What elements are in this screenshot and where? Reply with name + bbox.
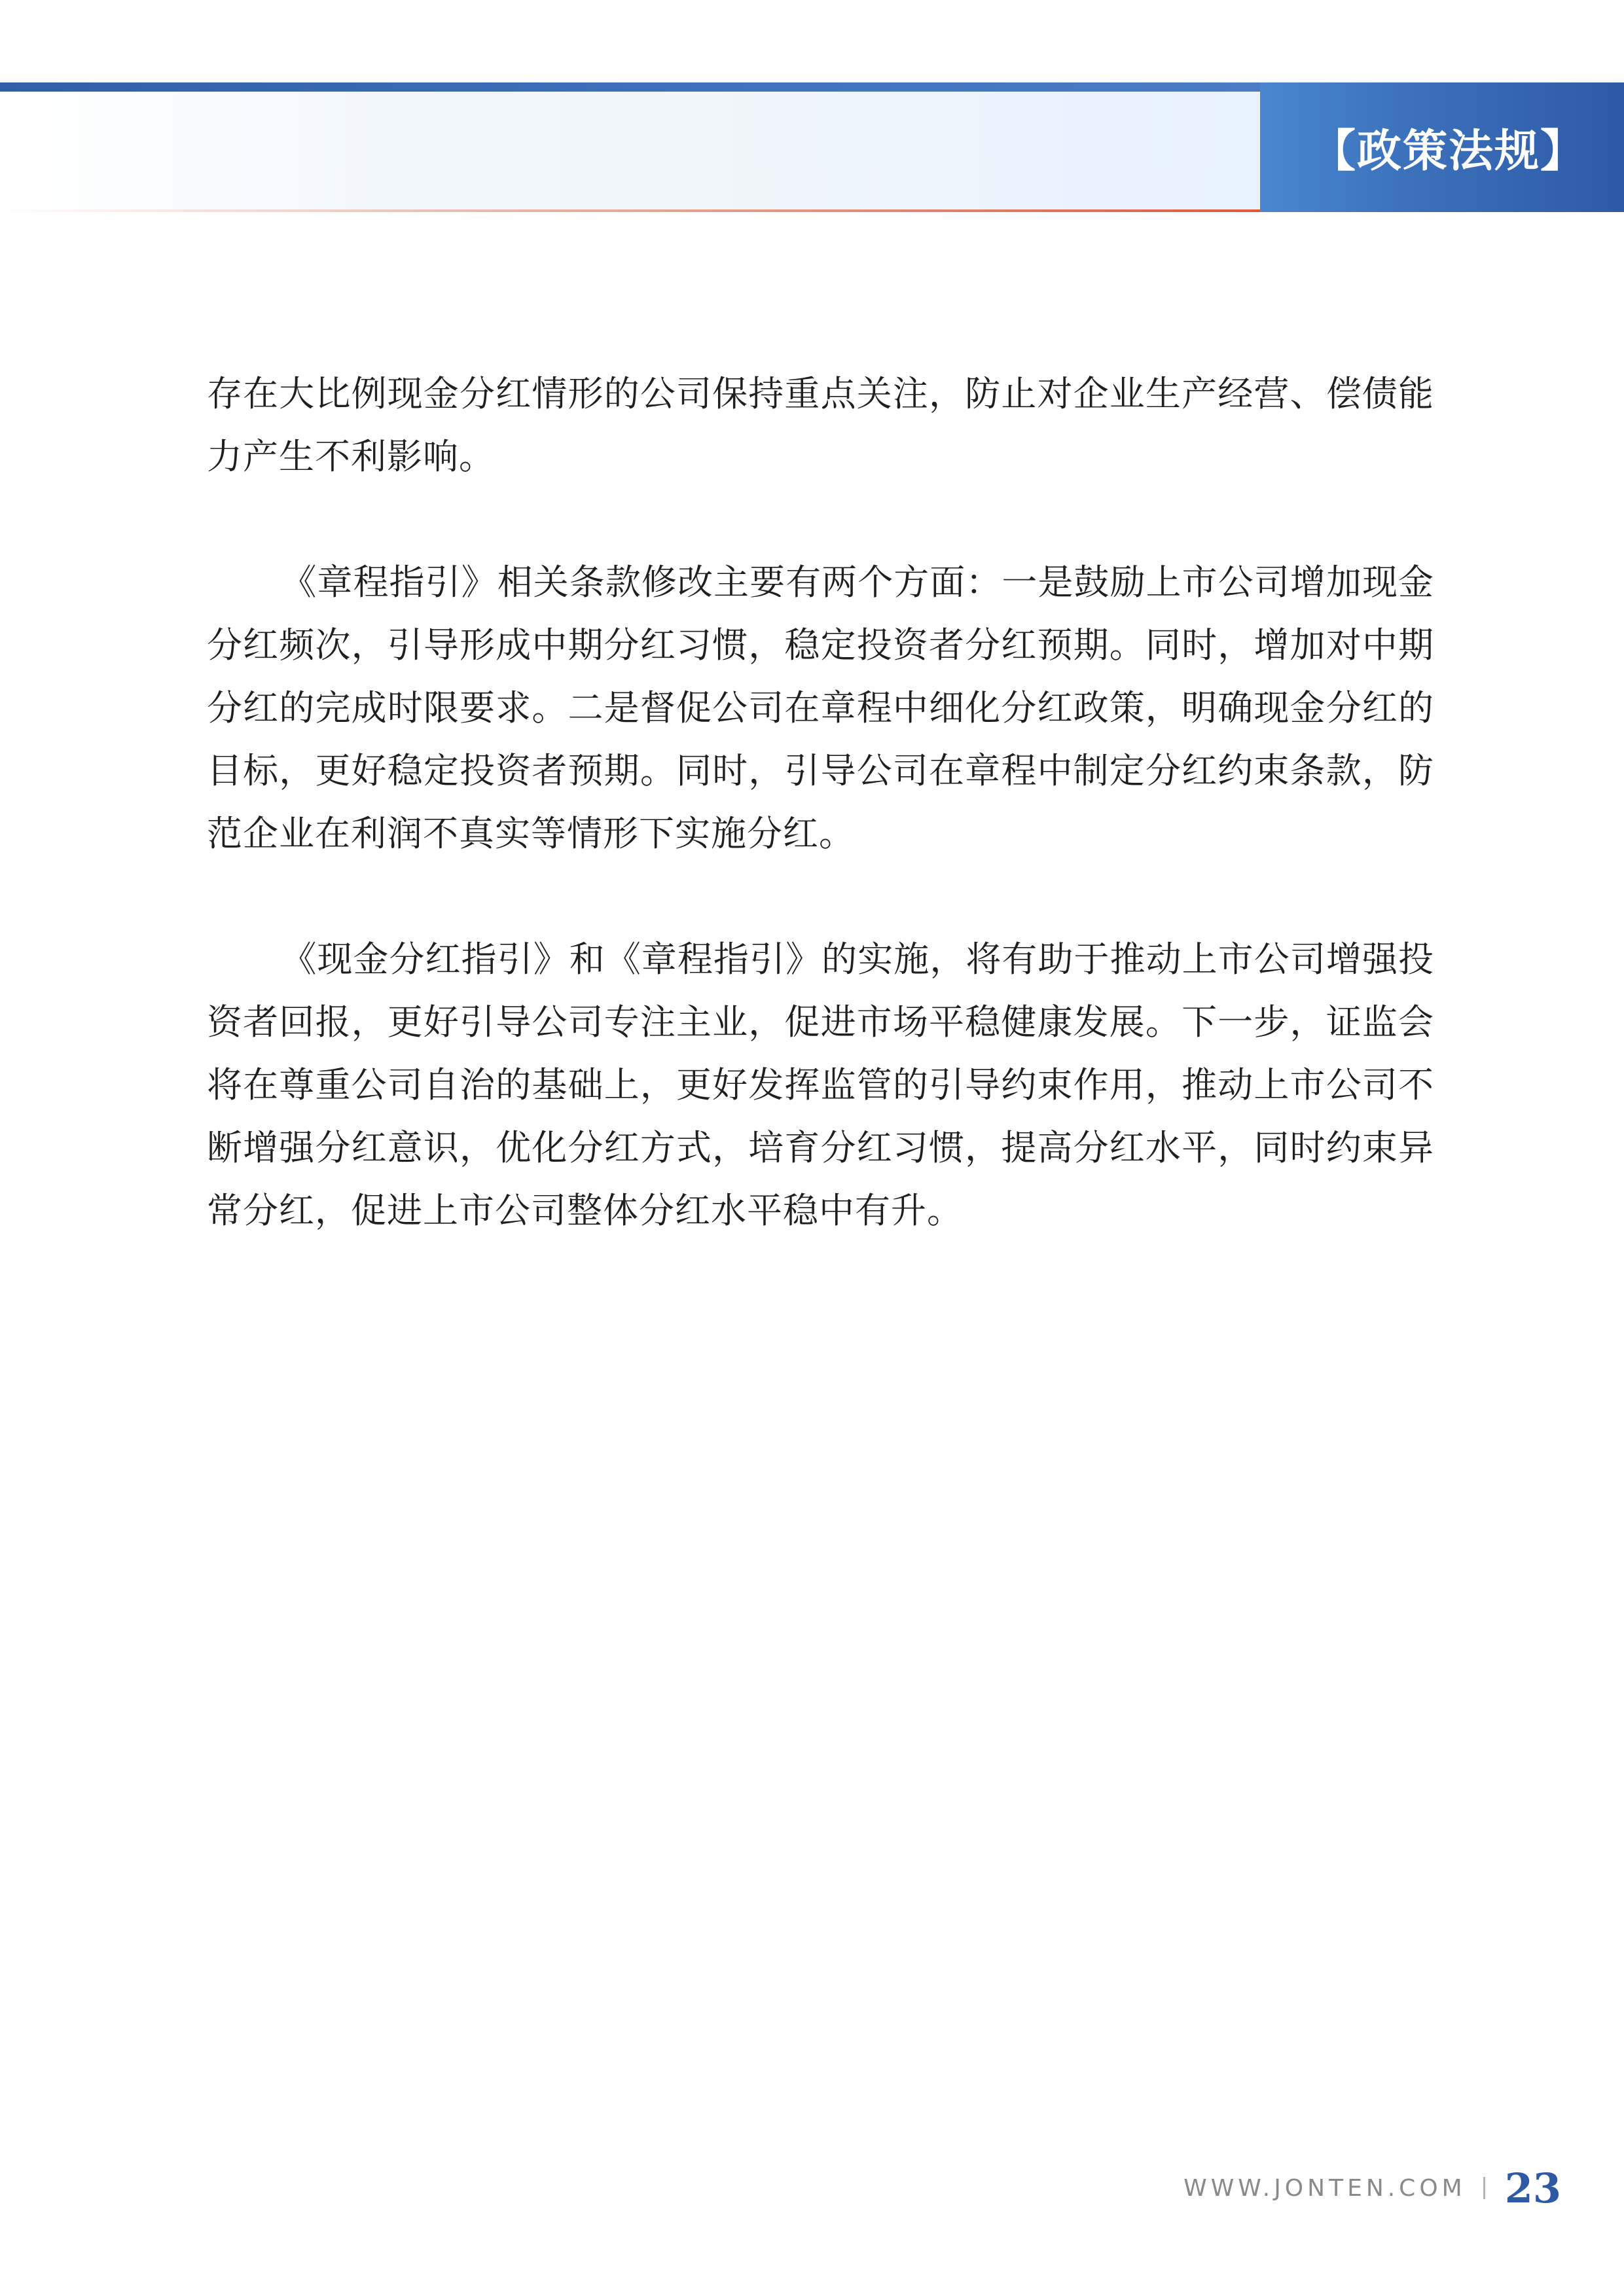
header-top-rule bbox=[0, 82, 1260, 92]
paragraph-continuation: 存在大比例现金分红情形的公司保持重点关注，防止对企业生产经营、偿债能力产生不利影响。 bbox=[207, 373, 1434, 477]
header-bottom-rule bbox=[0, 209, 1260, 212]
footer-website: WWW.JONTEN.COM bbox=[1183, 2174, 1466, 2202]
footer-divider bbox=[1483, 2177, 1485, 2199]
paragraph-articles-guideline: 《章程指引》相关条款修改主要有两个方面：一是鼓励上市公司增加现金分红频次，引导形成中期分红习惯，稳定投资者分红预期。同时，增加对中期分红的完成时限要求。二是督促公司在章程中细化分红政策，明确现金分红的目标，更好稳定投资者预期。同时，引导公司在章程中制定分红约束条款，防范企业在利润不真实等情形下实施分红。 bbox=[207, 562, 1434, 854]
section-tab bbox=[1260, 82, 1624, 212]
page-number: 23 bbox=[1504, 2164, 1561, 2212]
header-band bbox=[0, 92, 1260, 209]
paragraph-implementation: 《现金分红指引》和《章程指引》的实施，将有助于推动上市公司增强投资者回报，更好引导公司专注主业，促进市场平稳健康发展。下一步，证监会将在尊重公司自治的基础上，更好发挥监管的引导约束作用，推动上市公司不断增强分红意识，优化分红方式，培育分红习惯，提高分红水平，同时约束异常分红，促进上市公司整体分红水平稳中有升。 bbox=[207, 939, 1434, 1231]
section-title: 【政策法规】 bbox=[1310, 124, 1586, 177]
page-footer bbox=[1183, 2160, 1561, 2216]
article-body bbox=[207, 363, 1434, 1242]
